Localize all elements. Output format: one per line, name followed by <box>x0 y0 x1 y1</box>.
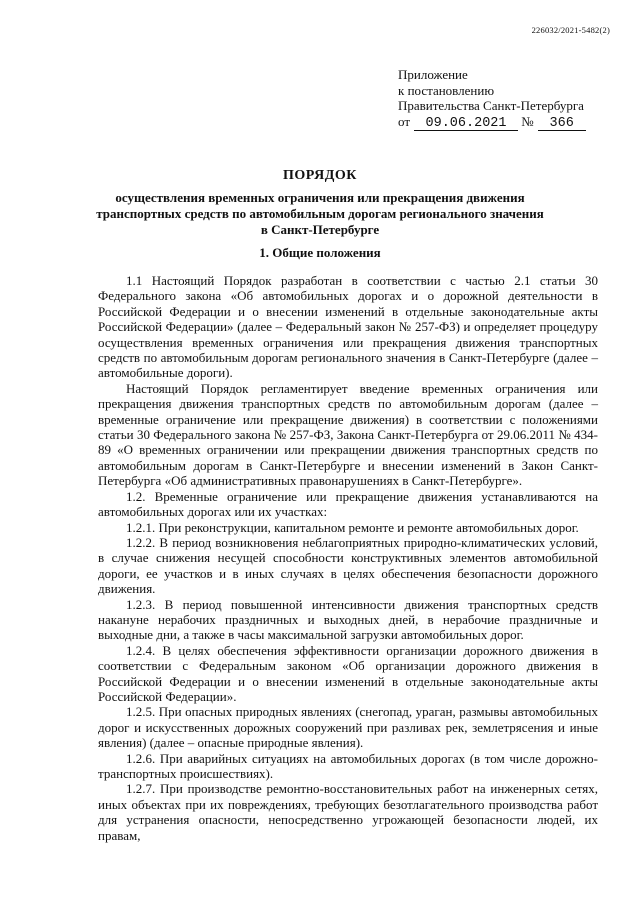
document-number: 226032/2021-5482(2) <box>531 25 610 35</box>
appendix-line-3: Правительства Санкт-Петербурга <box>398 98 584 113</box>
paragraph: 1.2.3. В период повышенной интенсивности движения транспортных средств накануне нерабочих праздничных и выходных дней, в нерабочие праздничные и выходные дни, а также в часы максимальной загрузки автомобильных дорог. <box>98 596 598 643</box>
document-body <box>98 273 598 843</box>
paragraph: 1.2.1. При реконструкции, капитальном ремонте и ремонте автомобильных дорог. <box>126 519 579 535</box>
resolution-date: 09.06.2021 <box>414 118 518 131</box>
resolution-number: 366 <box>538 118 586 131</box>
number-label: № <box>521 113 534 129</box>
appendix-line-2: к постановлению <box>398 82 495 98</box>
paragraph: 1.2.6. При аварийных ситуациях на автомобильных дорогах (в том числе дорожно-транспортных происшествиях). <box>98 750 598 781</box>
paragraph: 1.2.5. При опасных природных явлениях (снегопад, ураган, размывы автомобильных дорог и искусственных дорожных сооружений при разливах рек, землетрясения и иные явления) (далее – опасные природные явления). <box>98 704 598 751</box>
paragraph: 1.2. Временные ограничение или прекращение движения устанавливаются на автомобильных дорогах или их участках: <box>98 488 598 520</box>
paragraph: 1.2.2. В период возникновения неблагоприятных природно-климатических условий, в случае снижения несущей способности конструктивных элементов автомобильной дороги, ее участков и в иных случаях в целях обеспечения безопасности дорожного движения. <box>98 534 598 597</box>
from-label: от <box>398 113 411 129</box>
paragraph: Настоящий Порядок регламентирует введение временных ограничения или прекращения движения транспортных средств по автомобильным дорогам (далее – временные ограничение или прекращение движения) в соответствии с положениями статьи 30 Федерального закона № 257-ФЗ, Закона Санкт-Петербурга от 29.06.2011 № 434-89 «О временных ограничении или прекращении движения транспортных средств по автомобильным дорогам в Санкт-Петербурге и внесении изменений в Закон Санкт-Петербурга «Об административных правонарушениях в Санкт-Петербурге». <box>98 380 598 489</box>
title-line-3: в Санкт-Петербурге <box>260 222 380 237</box>
section-title: 1. Общие положения <box>259 245 381 260</box>
paragraph: 1.2.4. В целях обеспечения эффективности организации дорожного движения в соответствии с Федеральным законом «Об организации дорожного движения в Российской Федерации и о внесении изменений в отдельные законодательные акты Российской Федерации». <box>98 642 598 704</box>
title-line-1: осуществления временных ограничения или прекращения движения <box>115 190 525 205</box>
title-line-2: транспортных средств по автомобильным дорогам регионального значения <box>96 206 544 221</box>
title-heading: ПОРЯДОК <box>283 168 357 183</box>
paragraph: 1.1 Настоящий Порядок разработан в соответствии с частью 2.1 статьи 30 Федерального закона «Об автомобильных дорогах и о дорожной деятельности в Российской Федерации и о внесении изменений в отдельные законодательные акты Российской Федерации» (далее – Федеральный закон № 257-ФЗ) и определяет процедуру осуществления временных ограничения или прекращения движения транспортных средств по автомобильным дорогам регионального значения в Санкт-Петербурге (далее – автомобильные дороги). <box>98 273 598 381</box>
document-title <box>0 167 640 238</box>
paragraph: 1.2.7. При производстве ремонтно-восстановительных работ на инженерных сетях, иных объектах при их повреждениях, требующих безотлагательного производства работ для устранения опасности, непосредственно угрожающей безопасности людей, их правам, <box>98 781 598 843</box>
appendix-date-line <box>398 114 586 131</box>
appendix-block <box>398 67 586 131</box>
appendix-line-1: Приложение <box>398 67 468 82</box>
